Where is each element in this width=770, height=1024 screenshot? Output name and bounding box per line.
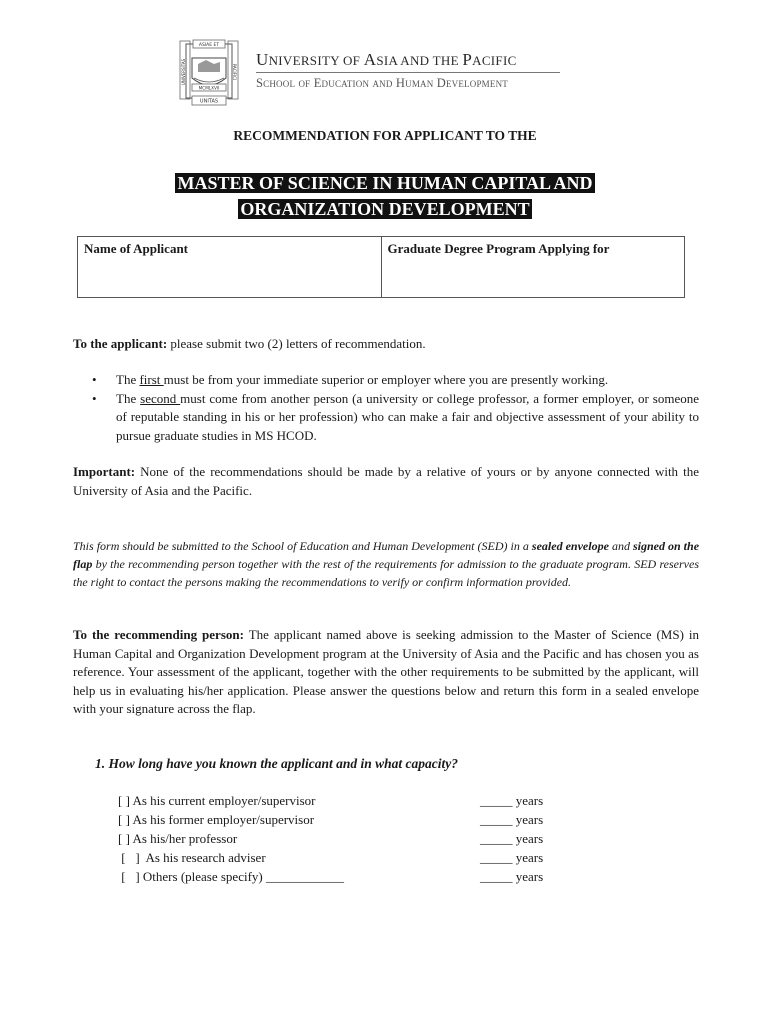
recommendation-title: RECOMMENDATION FOR APPLICANT TO THE [233,128,537,143]
header-rule [256,72,560,73]
applicant-name-label: Name of Applicant [84,241,188,256]
program-banner [0,170,770,222]
capacity-option-others[interactable]: [ ] Others (please specify) ____________ [118,869,344,884]
university-name: UNIVERSITY OF ASIA AND THE PACIFIC [256,50,517,69]
years-field[interactable]: _____ years [480,831,544,846]
recommender-instructions: To the recommending person: The applicant named above is seeking admission to the Master of Science (MS) in Human Capital and Organization Development program at the University of Asia and the Pacific and has chosen you as reference. Your assessment of the applicant, together with the other requirements to be submitted by the applicant, will help us in evaluating his/her application. Please answer the questions below and return this form in a sealed envelope with your signature across the flap. [73,627,700,716]
years-field[interactable]: _____ years [480,812,544,827]
university-seal [176,38,242,108]
seal-top-text: ASIAE ET [198,43,220,48]
program-title-line2: ORGANIZATION DEVELOPMENT [240,199,530,219]
applicant-name-field[interactable] [78,237,381,297]
seal-year-text: MCMLXVII [198,85,220,91]
capacity-option-current-employer[interactable]: [ ] As his current employer/supervisor [118,793,316,808]
capacity-option-former-employer[interactable]: [ ] As his former employer/supervisor [118,812,315,827]
important-note: Important: None of the recommendations should be made by a relative of yours or by anyone connected with the University of Asia and the Pacific. [73,464,699,498]
question-1: 1. How long have you known the applicant and in what capacity? [95,756,459,771]
years-field[interactable]: _____ years [480,869,544,884]
applicant-instructions: To the applicant: please submit two (2) letters of recommendation. [73,336,426,351]
seal-bottom-text: UNITAS [199,98,219,105]
program-applying-label: Graduate Degree Program Applying for [387,241,610,256]
seal-right-text: PACIFICI [232,63,237,81]
capacity-option-research-adviser[interactable]: [ ] As his research adviser [118,850,266,865]
rule-first: • The first must be from your immediate superior or employer where you are presently working. [90,371,699,390]
capacity-option-professor[interactable]: [ ] As his/her professor [118,831,238,846]
years-field[interactable]: _____ years [480,850,544,865]
school-name: School of Education and Human Development [256,76,508,90]
program-applying-field[interactable] [381,237,685,297]
recommendation-rules [90,371,699,445]
form-submission-note: This form should be submitted to the School of Education and Human Development (SED) in a sealed envelope and signed on the flap by the recommending person together with the rest of the requirements for admission to the graduate program. SED reserves the right to contact the persons making the recommendations to verify or confirm information provided. [73,539,700,589]
years-field[interactable]: _____ years [480,793,544,808]
program-title-line1: MASTER OF SCIENCE IN HUMAN CAPITAL AND [177,173,593,193]
seal-left-text: UNIVERSITAS [181,58,186,86]
applicant-info-table [77,236,685,298]
rule-second: • The second must come from another person (a university or college professor, a former employer, or someone of reputable standing in his or her profession) who can make a fair and objective assessment of your ability to pursue graduate studies in MS HCOD. [90,390,699,446]
